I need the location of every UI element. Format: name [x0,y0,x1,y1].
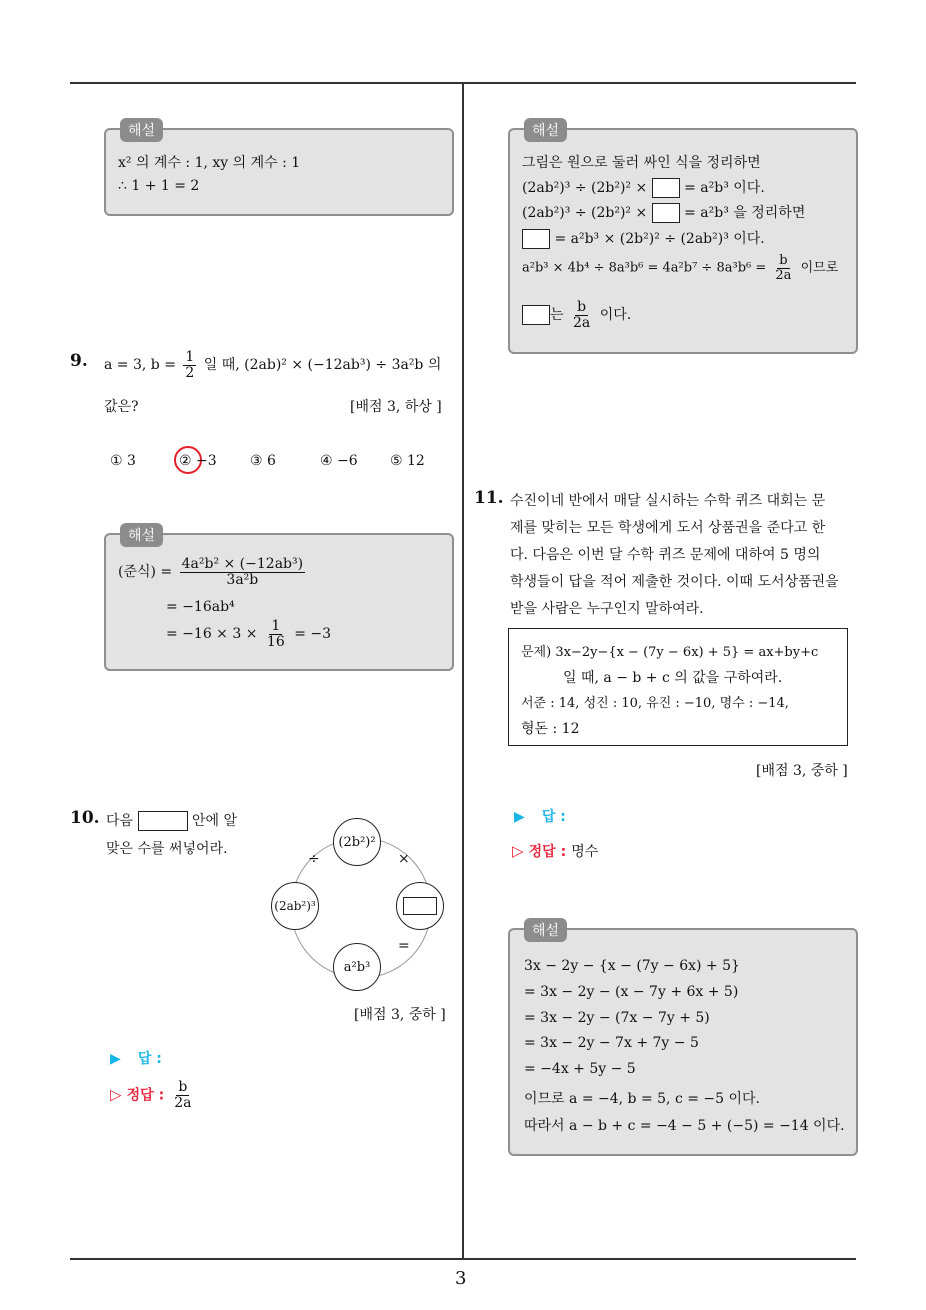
answer-row [514,806,566,826]
solution-line: 이므로 a = −4, b = 5, c = −5 이다. [524,1091,760,1107]
choice-4[interactable]: ④ −6 [320,453,358,469]
solution-line: = −16ab⁴ [166,599,235,615]
solution-line: 따라서 a − b + c = −4 − 5 + (−5) = −14 이다. [524,1118,845,1134]
correct-label: 정답 : [528,844,567,860]
solution-line: 3x − 2y − {x − (7y − 6x) + 5} [524,958,740,974]
fraction: $\frac{1}{16}$ [266,618,285,650]
problem-line: 일 때, a − b + c 의 값을 구하여라. [563,670,783,686]
score-label: [배점 3, 중하 ] [354,1007,446,1023]
solution-line: = 3x − 2y − (x − 7y + 6x + 5) [524,984,739,1000]
page-number: 3 [455,1268,467,1289]
stem-part: a = 3, b = [104,357,176,374]
answer-blank [652,178,680,198]
choice-3[interactable]: ③ 6 [250,453,276,469]
question-number: 9. [70,351,88,371]
solution-box-q10 [508,123,858,354]
operator-divide: ÷ [308,851,320,867]
problem-line: 서준 : 14, 성진 : 10, 유진 : −10, 명수 : −14, [521,696,789,711]
question-stem-line: 제를 맞히는 모든 학생에게 도서 상품권을 준다고 한 [510,520,826,536]
question-number: 10. [70,808,100,828]
fraction: $\frac{b}{2a}$ [572,299,591,331]
answer-blank [522,305,550,325]
score-label: [배점 3, 중하 ] [756,763,848,779]
correct-fraction: $\frac{b}{2a}$ [174,1079,192,1111]
hollow-play-icon: ▷ [110,1085,122,1104]
solution-line: x² 의 계수 : 1, xy 의 계수 : 1 [118,155,301,171]
choice-5[interactable]: ⑤ 12 [390,453,425,469]
answer-row [110,1048,162,1068]
solution-line: = 3x − 2y − 7x + 7y − 5 [524,1035,699,1051]
question-stem-line: 수진이네 반에서 매달 실시하는 수학 퀴즈 대회는 문 [510,493,826,509]
question-stem-line: 받을 사람은 누구인지 말하여라. [510,601,704,617]
solution-line: = a²b³ × (2b²)² ÷ (2ab²)³ 이다. [522,228,765,249]
fraction: $\frac{\text{4a²b² × (−12ab³)}}{\text{3a²b}}$ [181,556,304,588]
play-icon: ▶ [110,1051,121,1067]
column-divider [462,82,464,1260]
fraction: $\frac{b}{2a}$ [775,253,792,283]
node-bottom: a²b³ [333,943,381,991]
operator-multiply: × [398,851,410,867]
node-left: (2ab²)³ [271,882,319,930]
node-right [396,882,444,930]
solution-tag: 해설 [120,523,163,547]
node-top: (2b²)² [333,818,381,866]
answer-blank [522,229,550,249]
solution-box-q9 [104,528,454,671]
question-stem [104,350,441,380]
solution-line: (2ab²)³ ÷ (2b²)² × = a²b³ 이다. [522,180,765,196]
correct-answer-row [512,841,598,861]
fraction-half: $\frac{1}{2}$ [185,349,195,381]
question-number: 11. [474,488,504,508]
operator-equals: = [398,938,410,954]
bottom-rule [70,1258,856,1260]
solution-tag: 해설 [120,118,163,142]
correct-value: 명수 [571,844,599,860]
correct-label: 정답 : [126,1087,165,1104]
problem-line: 문제) 3x−2y−{x − (7y − 6x) + 5} = ax+by+c [521,645,819,660]
stem-part: 일 때, (2ab)² × (−12ab³) ÷ 3a²b 의 [203,357,442,374]
problem-line: 형돈 : 12 [521,721,580,737]
score-label: [배점 3, 하상 ] [350,399,442,415]
choice-2[interactable]: ② −3 [179,453,217,469]
solution-line: (준식) = $\frac{\text{4a²b² × (−12ab³)}}{\text{3a²b}}$ [118,556,304,588]
solution-box-q11 [508,923,858,1156]
solution-line: (2ab²)³ ÷ (2b²)² × = a²b³ 을 정리하면 [522,205,806,221]
question-stem-line2: 값은? [104,399,139,415]
question-stem: 다음 안에 알 [106,813,237,829]
correct-answer-row [110,1080,197,1110]
answer-label: 답 : [541,809,566,825]
answer-blank [403,897,437,915]
answer-blank [652,203,680,223]
solution-tag: 해설 [524,118,567,142]
question-stem-line2: 맞은 수를 써넣어라. [106,841,228,857]
question-stem-line: 다. 다음은 이번 달 수학 퀴즈 문제에 대하여 5 명의 [510,547,821,563]
solution-line: 는 $\frac{b}{2a}$ 이다. [522,300,631,330]
solution-line: a²b³ × 4b⁴ ÷ 8a³b⁶ = 4a²b⁷ ÷ 8a³b⁶ = $\frac{b}{2a}$ 이므로 [522,253,839,283]
solution-box-q8 [104,123,454,216]
problem-box [508,628,848,746]
solution-tag: 해설 [524,918,567,942]
play-icon: ▶ [514,809,525,825]
solution-line: = −16 × 3 × $\frac{1}{16}$ = −3 [166,618,332,650]
choice-1[interactable]: ① 3 [110,453,136,469]
solution-line: ∴ 1 + 1 = 2 [118,178,200,194]
answer-label: 답 : [137,1051,162,1067]
solution-line: = −4x + 5y − 5 [524,1061,636,1077]
question-stem-line: 학생들이 답을 적어 제출한 것이다. 이때 도서상품권을 [510,574,839,590]
answer-blank [138,811,188,831]
solution-line: 그림은 원으로 둘러 싸인 식을 정리하면 [522,155,761,171]
hollow-play-icon: ▷ [512,842,524,860]
solution-line: = 3x − 2y − (7x − 7y + 5) [524,1010,710,1026]
